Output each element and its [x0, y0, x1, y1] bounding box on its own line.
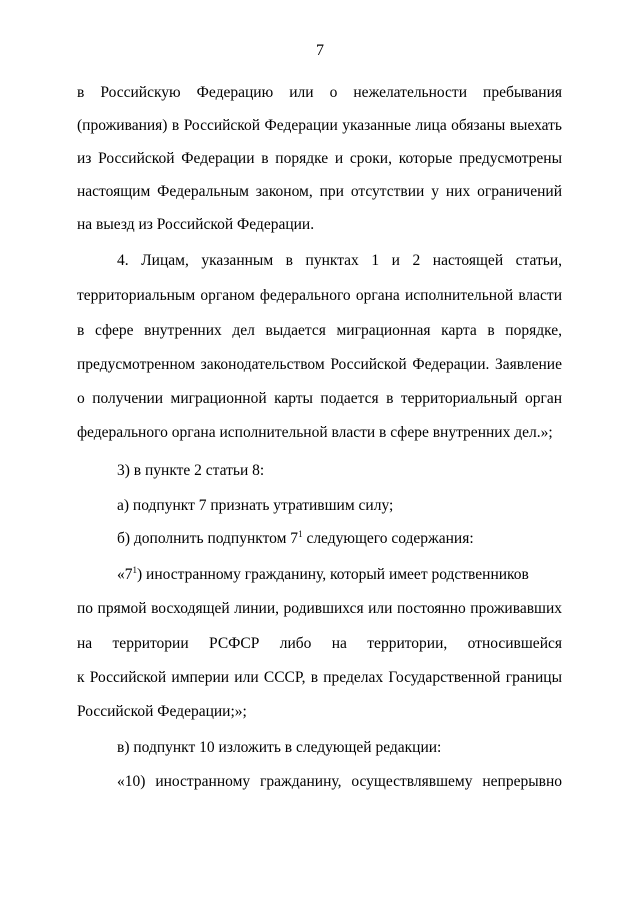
paragraph-first-line: [117, 565, 562, 585]
paragraph-first-line: «10) иностранному гражданину, осуществлявшему непрерывно: [117, 773, 562, 790]
text-line: на территории РСФСР либо на территории, относившейся: [77, 635, 562, 652]
text-fragment: ) иностранному гражданину, который имеет родственников: [137, 566, 529, 583]
text-line: территориальным органом федерального органа исполнительной власти: [77, 287, 562, 304]
text-line: в Российскую Федерацию или о нежелательности пребывания: [77, 84, 562, 101]
paragraph-first-line: 4. Лицам, указанным в пунктах 1 и 2 настоящей статьи,: [117, 252, 562, 269]
text-line: о получении миграционной карты подается в территориальный орган: [77, 390, 562, 407]
text-line: предусмотренном законодательством Российской Федерации. Заявление: [77, 356, 562, 373]
text-line: на выезд из Российской Федерации.: [77, 216, 315, 233]
text-line: настоящим Федеральным законом, при отсутствии у них ограничений: [77, 183, 562, 200]
text-line: к Российской империи или СССР, в пределах Государственной границы: [77, 669, 562, 686]
paragraph-first-line: [117, 529, 562, 549]
text-fragment: следующего содержания:: [302, 530, 474, 547]
text-fragment: б) дополнить подпунктом 7: [117, 530, 299, 547]
paragraph-first-line: 3) в пункте 2 статьи 8:: [117, 462, 265, 479]
text-line: федерального органа исполнительной власти в сфере внутренних дел.»;: [77, 424, 553, 441]
text-line: Российской Федерации;»;: [77, 703, 247, 720]
text-line: из Российской Федерации в порядке и сроки, которые предусмотрены: [77, 150, 562, 167]
superscript: 1: [132, 565, 137, 575]
text-fragment: «7: [117, 566, 133, 583]
paragraph-first-line: а) подпункт 7 признать утратившим силу;: [117, 497, 394, 514]
superscript: 1: [298, 529, 303, 539]
page-number: 7: [316, 42, 324, 59]
paragraph-first-line: в) подпункт 10 изложить в следующей редакции:: [117, 739, 442, 756]
text-line: в сфере внутренних дел выдается миграционная карта в порядке,: [77, 322, 562, 339]
text-line: (проживания) в Российской Федерации указанные лица обязаны выехать: [77, 117, 562, 134]
text-line: по прямой восходящей линии, родившихся или постоянно проживавших: [77, 600, 562, 617]
